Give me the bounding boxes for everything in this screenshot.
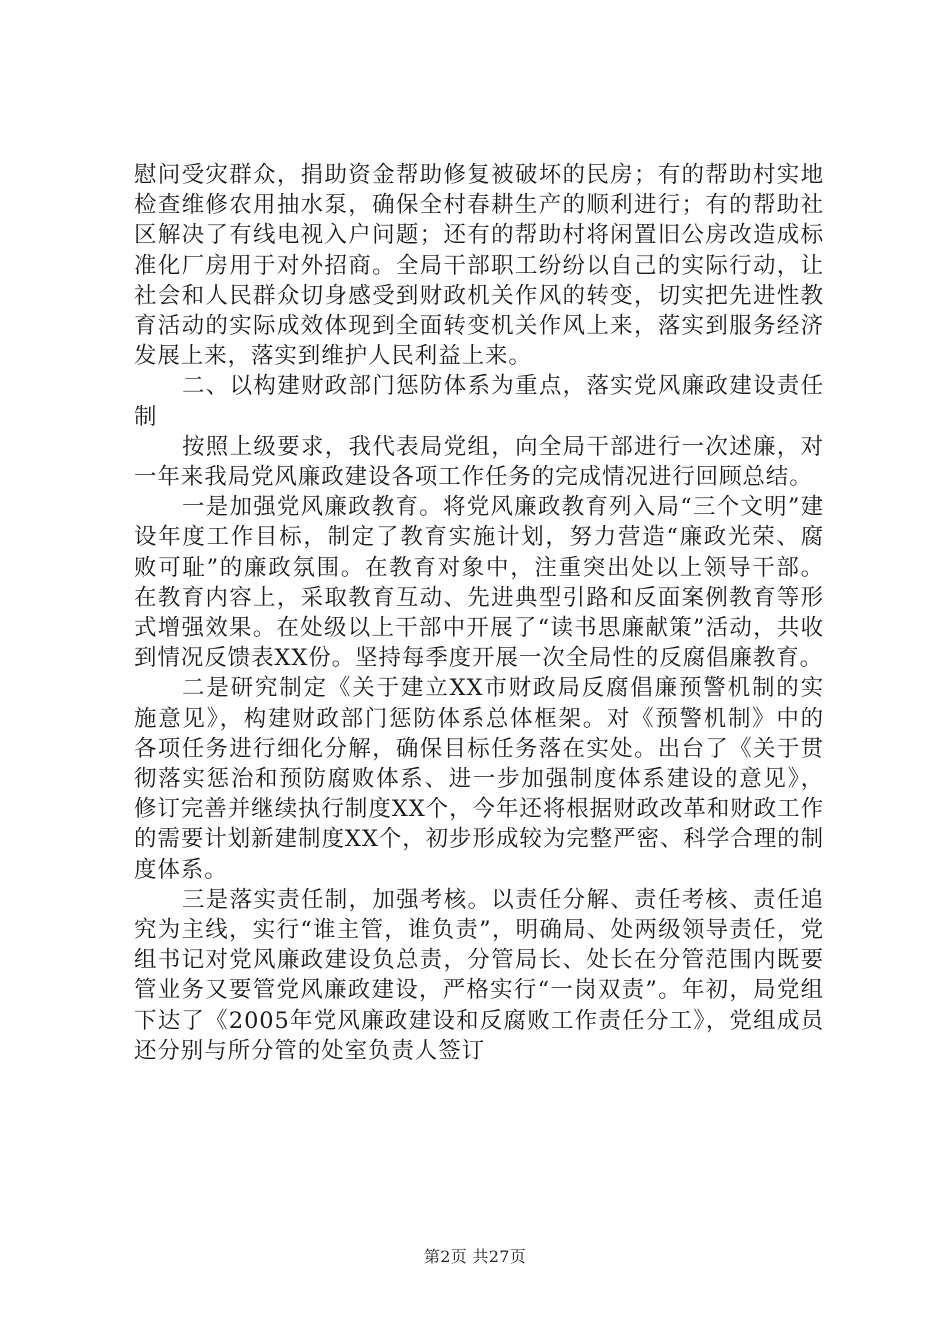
document-body — [134, 160, 824, 1066]
paragraph-intro: 按照上级要求，我代表局党组，向全局干部进行一次述廉，对一年来我局党风廉政建设各项工作任务的完成情况进行回顾总结。 — [134, 433, 824, 491]
page-footer: 第2页 共27页 — [423, 1247, 527, 1266]
paragraph-continuation: 慰问受灾群众，捐助资金帮助修复被破坏的民房；有的帮助村实地检查维修农用抽水泵，确保全村春耕生产的顺利进行；有的帮助社区解决了有线电视入户问题；还有的帮助村将闲置旧公房改造成标准化厂房用于对外招商。全局干部职工纷纷以自己的实际行动，让社会和人民群众切身感受到财政机关作风的转变，切实把先进性教育活动的实际成效体现到全面转变机关作风上来，落实到服务经济发展上来，落实到维护人民利益上来。 — [134, 162, 824, 370]
paragraph-item-1: 一是加强党风廉政教育。将党风廉政教育列入局“三个文明”建设年度工作目标，制定了教育实施计划，努力营造“廉政光荣、腐败可耻”的廉政氛围。在教育对象中，注重突出处以上领导干部。在教育内容上，采取教育互动、先进典型引路和反面案例教育等形式增强效果。在处级以上干部中开展了“读书思廉献策”活动，共收到情况反馈表XX份。坚持每季度开展一次全局性的反腐倡廉教育。 — [134, 494, 824, 672]
paragraph-item-3: 三是落实责任制，加强考核。以责任分解、责任考核、责任追究为主线，实行“谁主管，谁负责”，明确局、处两级领导责任，党组书记对党风廉政建设负总责，分管局长、处长在分管范围内既要管业务又要管党风廉政建设，严格实行“一岗双责”。年初，局党组下达了《2005年党风廉政建设和反腐败工作责任分工》，党组成员还分别与所分管的处室负责人签订 — [134, 886, 824, 1064]
paragraph-item-2: 二是研究制定《关于建立XX市财政局反腐倡廉预警机制的实施意见》，构建财政部门惩防体系总体框架。对《预警机制》中的各项任务进行细化分解，确保目标任务落在实处。出台了《关于贯彻落实惩治和预防腐败体系、进一步加强制度体系建设的意见》，修订完善并继续执行制度XX个，今年还将根据财政改革和财政工作的需要计划新建制度XX个，初步形成较为完整严密、科学合理的制度体系。 — [134, 675, 824, 883]
section-heading: 二、以构建财政部门惩防体系为重点，落实党风廉政建设责任制 — [134, 373, 824, 430]
